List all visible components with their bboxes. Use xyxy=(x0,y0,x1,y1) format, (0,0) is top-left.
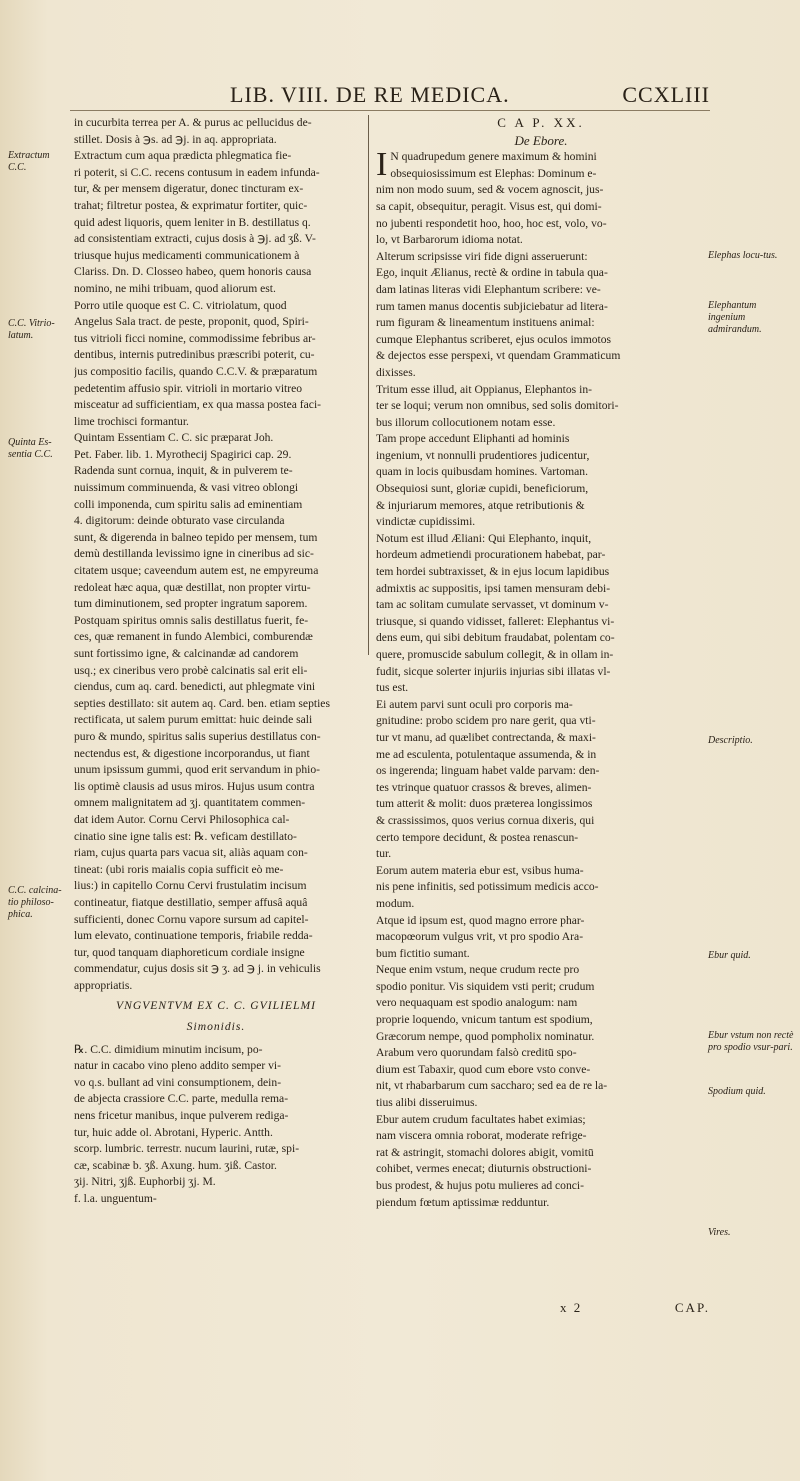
text-line: 4. digitorum: deinde obturato vase circulanda xyxy=(74,514,285,528)
text-line: & crassissimos, quos verius cornua dixeris, qui xyxy=(376,813,595,827)
text-line: tur vt manu, ad quælibet contrectanda, & maxi- xyxy=(376,730,596,744)
left-column-text xyxy=(74,115,358,994)
text-line: ʒij. Nitri, ʒjß. Euphorbij ʒj. M. xyxy=(74,1175,216,1189)
text-line: ciendus, cum aq. card. benedicti, aut phlegmate vini xyxy=(74,680,316,694)
text-line: demù destillanda levissimo igne in cineribus ad sic- xyxy=(74,547,314,561)
text-line: Quintam Essentiam C. C. sic præparat Joh. xyxy=(74,431,274,445)
text-line: tineat: (ubi roris maialis copia sufficit eò me- xyxy=(74,862,284,876)
text-line: Porro utile quoque est C. C. vitriolatum, quod xyxy=(74,298,287,312)
text-line: Angelus Sala tract. de peste, proponit, quod, Spiri- xyxy=(74,315,309,329)
margin-note-calcinatio: C.C. calcina-tio philoso-phica. xyxy=(8,885,62,920)
text-line: modum. xyxy=(376,896,415,910)
text-line: cinatio sine igne talis est: ℞. veficam destillato- xyxy=(74,829,297,843)
text-line: tius alibi disseruimus. xyxy=(376,1096,478,1110)
text-line: Clariss. Dn. D. Closseo habeo, quem honoris causa xyxy=(74,265,312,279)
text-line: nectendus est, & digestione incorporandus, ut fiant xyxy=(74,746,310,760)
text-line: Arabum vero quorundam falsò creditū spo- xyxy=(376,1046,577,1060)
recipe-text xyxy=(74,1042,358,1208)
margin-note-vitriolatum: C.C. Vitrio-latum. xyxy=(8,318,55,341)
text-line: triusque, si quando vidisset, falleret: Elephantus vi- xyxy=(376,614,615,628)
text-line: triusque hujus medicamenti communicationem à xyxy=(74,248,300,262)
margin-note-ebur-quid: Ebur quid. xyxy=(708,950,751,961)
text-line: omnem malignitatem ad ʒj. quantitatem commen- xyxy=(74,796,306,810)
text-line: in cucurbita terrea per A. & purus ac pellucidus de- xyxy=(74,116,312,129)
text-line: Tritum esse illud, ait Oppianus, Elephantos in- xyxy=(376,382,592,396)
text-line: tem hordei subtraxisset, & in ejus locum lapidibus xyxy=(376,565,610,579)
text-line: nis pene infinitis, sed potissimum medicis acco- xyxy=(376,880,599,894)
text-line: & injuriarum memores, atque retributionis & xyxy=(376,498,585,512)
text-line: usq.; ex cineribus vero probè calcinatis sal erit eli- xyxy=(74,663,308,677)
right-column-text xyxy=(376,146,706,1211)
text-line: cumque Elephantus scriberet, ejus oculos immotos xyxy=(376,332,612,346)
text-line: dens eum, qui sibi debitum fraudabat, polentam co- xyxy=(376,631,615,645)
text-line: macopœorum vulgus vrit, vt pro spodio Ara- xyxy=(376,930,584,944)
catchword: CAP. xyxy=(674,1300,710,1315)
drop-cap: I xyxy=(376,146,388,184)
section-subtitle: Simonidis. xyxy=(186,1020,246,1034)
text-line: no jubenti respondetit hoo, hoo, hoc est, volo, vo- xyxy=(376,216,607,230)
text-line: rum figuram & lineamentum instituens animal: xyxy=(376,316,595,330)
text-line: lo, vt Barbarorum idioma notat. xyxy=(376,233,523,247)
text-line: Neque enim vstum, neque crudum recte pro xyxy=(376,963,580,977)
text-line: Græcorum nempe, quod pompholix nominatur. xyxy=(376,1029,595,1043)
text-line: certo tempore decidunt, & postea renascun- xyxy=(376,830,579,844)
chapter-number: C A P. XX. xyxy=(497,115,585,130)
text-line: tur, & per mensem digeratur, donec tincturam ex- xyxy=(74,182,304,196)
text-line: dat idem Autor. Cornu Cervi Philosophica cal- xyxy=(74,812,290,826)
text-line: cæ, scabinæ b. ʒß. Axung. hum. ʒiß. Castor. xyxy=(74,1158,277,1172)
text-line: ℞. C.C. dimidium minutim incisum, po- xyxy=(74,1042,263,1056)
text-line: unum ipsissum gummi, quod erit servandum in phio- xyxy=(74,763,321,777)
text-line: Radenda sunt cornua, inquit, & in pulverem te- xyxy=(74,464,293,478)
text-line: gnitudine: probo scidem pro nare gerit, qua vti- xyxy=(376,714,596,728)
text-line: Pet. Faber. lib. 1. Myrothecij Spagirici cap. 29. xyxy=(74,447,292,461)
text-line: lime trochisci formantur. xyxy=(74,414,189,428)
folio-number: CCXLIII xyxy=(622,82,710,107)
text-line: stillet. Dosis à ℈s. ad ℈j. in aq. appropriata. xyxy=(74,132,277,146)
text-line: Postquam spiritus omnis salis destillatus fuerit, fe- xyxy=(74,613,309,627)
text-line: vero nequaquam est spodio analogum: nam xyxy=(376,996,578,1010)
text-line: bus prodest, & hujus potu mulieres ad conci- xyxy=(376,1179,585,1192)
text-line: me ad esculenta, potulentaque assumenda, & in xyxy=(376,747,597,761)
text-line: sufficienti, donec Cornu vapore sursum ad capitel- xyxy=(74,912,309,926)
text-line: Ebur autem crudum facultates habet eximias; xyxy=(376,1112,586,1126)
text-line: pedetentim affusio spir. vitrioli in mortario vitreo xyxy=(74,381,303,395)
text-line: tum diminutionem, sed propter ingratum saporem. xyxy=(74,597,308,611)
text-line: citatem usque; caveendum autem est, ne empyreuma xyxy=(74,564,319,578)
text-line: ingenium, vt nonnulli prudentiores judicentur, xyxy=(376,448,590,462)
text-line: os ingerenda; linguam habet valde parvam: den- xyxy=(376,764,600,778)
text-line: & dejectos esse perspexi, vt quendam Grammaticum xyxy=(376,349,621,363)
margin-note-spodium-quid: Spodium quid. xyxy=(708,1086,766,1097)
text-line: vo q.s. bullant ad vini consumptionem, dein- xyxy=(74,1075,282,1089)
text-line: Eorum autem materia ebur est, vsibus huma- xyxy=(376,863,584,877)
text-line: de abjecta crassiore C.C. parte, medulla rema- xyxy=(74,1092,289,1106)
text-line: quam in locis quibusdam homines. Vartoman. xyxy=(376,465,588,479)
text-line: N quadrupedum genere maximum & homini xyxy=(390,150,597,164)
text-line: ad consistentiam extracti, cujus dosis à ℈j. ad ʒß. V- xyxy=(74,232,316,246)
text-line: appropriatis. xyxy=(74,978,133,992)
text-line: bus illorum collocutionem notam esse. xyxy=(376,415,556,429)
page-header xyxy=(230,82,710,110)
right-column xyxy=(376,115,706,1211)
text-line: proprie loquendo, vnicum tantum est spodium, xyxy=(376,1013,593,1027)
chapter-title: De Ebore. xyxy=(514,132,568,148)
text-line: piendum fœtum aptissimæ redduntur. xyxy=(376,1195,550,1209)
text-line: tam ac solitam cumulate servasset, vt dominum v- xyxy=(376,598,609,612)
text-line: contineatur, fiatque destillatio, semper affusâ aquâ xyxy=(74,895,308,909)
text-line: nomino, ne mihi tribuam, quod aliorum est. xyxy=(74,281,276,295)
text-line: lis optimè clausis ad usus miros. Hujus usum contra xyxy=(74,779,315,793)
text-line: fudit, sicque solerter injuriis injurias sibi illatas vl- xyxy=(376,664,611,678)
text-line: riam, cujus quarta pars vacua sit, aliàs aquam con- xyxy=(74,846,308,860)
margin-note-elephas-locutus: Elephas locu-tus. xyxy=(708,250,778,261)
text-line: tur. xyxy=(376,847,392,861)
section-title: VNGVENTVM EX C. C. GVILIELMI xyxy=(116,999,316,1013)
text-line: bum fictitio sumant. xyxy=(376,946,470,960)
text-line: tur, quod tanquam diaphoreticum cordiale insigne xyxy=(74,945,305,959)
text-line: Ego, inquit Ælianus, rectè & ordine in tabula qua- xyxy=(376,266,608,280)
text-line: dam latinas literas vidi Elephantum scribere: ve- xyxy=(376,282,601,296)
text-line: lius:) in capitello Cornu Cervi frustulatim incisum xyxy=(74,879,307,893)
text-line: septies destillato: sit autem aq. Card. ben. etiam septies xyxy=(74,696,330,710)
text-line: rat & astringit, stomachi dolores abigit, vomitū xyxy=(376,1145,594,1159)
text-line: tum atterit & molit: duos præterea longissimos xyxy=(376,797,593,811)
text-line: quid adest liquoris, quem leniter in B. destillatus q. xyxy=(74,215,311,229)
text-line: obsequiosissimum est Elephas: Dominum e- xyxy=(390,166,597,180)
text-line: nit, vt rhabarbarum cum saccharo; sed ea de re la- xyxy=(376,1079,608,1093)
text-line: nim non modo suum, sed & vocem agnoscit, jus- xyxy=(376,183,604,197)
text-line: sunt, & digerenda in balneo tepido per mensem, tum xyxy=(74,530,318,544)
margin-note-ebur-vstum: Ebur vstum non rectè pro spodio vsur-pari. xyxy=(708,1030,794,1053)
text-line: admixtis ac suppositis, ipsi tamen mensuram debi- xyxy=(376,581,611,595)
text-line: vindictæ cupidissimi. xyxy=(376,515,476,529)
text-line: ces, quæ remanent in fundo Alembici, comburendæ xyxy=(74,630,313,644)
text-line: Atque id ipsum est, quod magno errore phar- xyxy=(376,913,585,927)
text-line: tus est. xyxy=(376,681,409,695)
margin-note-vires: Vires. xyxy=(708,1227,731,1238)
text-line: nens fricetur manibus, inque pulverem rediga- xyxy=(74,1109,289,1123)
text-line: nam viscera omnia roborat, moderate refrige- xyxy=(376,1129,587,1143)
text-line: Obsequiosi sunt, gloriæ cupidi, beneficiorum, xyxy=(376,482,589,496)
text-line: sa capit, obsequitur, peragit. Visus est, qui domi- xyxy=(376,199,602,213)
text-line: natur in cacabo vino pleno addito semper vi- xyxy=(74,1059,282,1073)
text-line: Notum est illud Æliani: Qui Elephanto, inquit, xyxy=(376,531,592,545)
text-line: rectificata, ut salem purum emittat: huic deinde sali xyxy=(74,713,313,727)
text-line: commendatur, cujus dosis sit ℈ ʒ. ad ℈ j. in vehiculis xyxy=(74,962,321,976)
text-line: puro & mundo, spiritus salis superius destillatus con- xyxy=(74,729,321,743)
text-line: dentibus, internis putredinibus præscribi poterit, cu- xyxy=(74,348,315,362)
text-line: nuissimum comminuenda, & vasi vitreo oblongi xyxy=(74,481,299,495)
text-line: Alterum scripsisse viri fide digni asseruerunt: xyxy=(376,249,588,263)
text-line: f. l.a. unguentum- xyxy=(74,1192,157,1205)
column-divider xyxy=(368,115,369,655)
text-line: cohibet, vermes enecat; diuturnis obstructioni- xyxy=(376,1162,592,1176)
text-line: colli imponenda, cum spiritu salis ad eminentiam xyxy=(74,497,303,511)
left-column xyxy=(74,115,358,1208)
text-line: rum tamen manus docentis subjiciebatur ad litera- xyxy=(376,299,608,313)
text-line: lum elevato, continuatione temporis, friabile redda- xyxy=(74,929,313,943)
text-line: ri poterit, si C.C. recens contusum in eadem infunda- xyxy=(74,165,320,179)
text-line: Ei autem parvi sunt oculi pro corporis ma- xyxy=(376,697,573,711)
text-line: tus vitrioli ficci nomine, commodissime febribus ar- xyxy=(74,331,316,345)
text-line: tes vtrinque quatuor crassos & breves, alimen- xyxy=(376,780,592,794)
text-line: sunt fortissimo igne, & calcinandæ ad candorem xyxy=(74,647,299,660)
margin-note-ingenium: Elephantum ingenium admirandum. xyxy=(708,300,762,335)
text-line: dium est Tabaxir, quod cum ebore vsto conve- xyxy=(376,1062,591,1076)
text-line: Extractum cum aqua prædicta phlegmatica fie- xyxy=(74,149,292,163)
text-line: redoleat hæc aqua, quæ destillat, non propter virtu- xyxy=(74,580,311,594)
text-line: jus compositio facilis, quando C.C.V. & præparatum xyxy=(74,364,318,378)
signature-mark: x 2 xyxy=(560,1300,583,1315)
text-line: tur, huic adde ol. Abrotani, Hyperic. Antth. xyxy=(74,1125,273,1139)
text-line: spodio ponitur. Vis siquidem vsti perit; crudum xyxy=(376,979,595,993)
text-line: trahat; filtretur postea, & exprimatur fortiter, quic- xyxy=(74,198,308,212)
margin-note-quinta-essentia: Quinta Es-sentia C.C. xyxy=(8,437,53,460)
margin-note-descriptio: Descriptio. xyxy=(708,735,753,746)
running-title: LIB. VIII. DE RE MEDICA. xyxy=(230,82,510,107)
text-line: quere, promuscide sabulum collegit, & in ollam in- xyxy=(376,648,614,661)
header-rule xyxy=(70,110,710,111)
text-line: Tam prope accedunt Eliphanti ad hominis xyxy=(376,432,570,446)
text-line: dixisses. xyxy=(376,365,416,379)
text-line: hordeum admetiendi procurationem habebat, par- xyxy=(376,548,606,562)
margin-note-extractum: Extractum C.C. xyxy=(8,150,50,173)
text-line: ter se loqui; verum non omnibus, sed solis domitori- xyxy=(376,399,619,413)
text-line: scorp. lumbric. terrestr. nucum laurini, rutæ, spi- xyxy=(74,1142,300,1156)
text-line: misceatur ad sufficientiam, ex qua massa postea faci- xyxy=(74,398,322,412)
